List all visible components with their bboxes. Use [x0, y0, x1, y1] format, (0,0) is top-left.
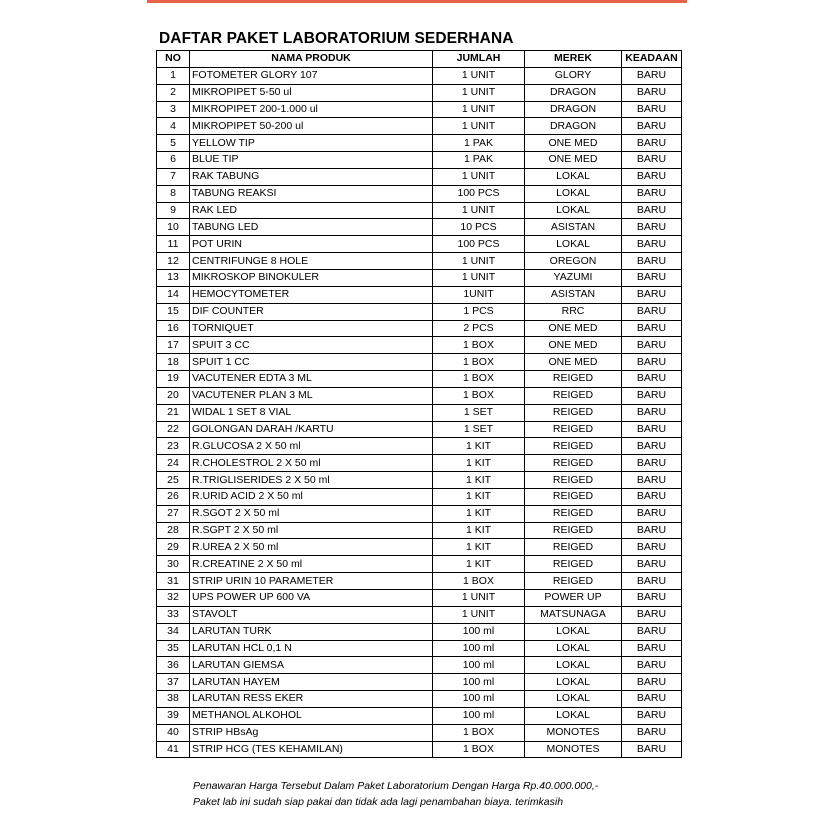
header-condition: KEADAAN: [622, 51, 682, 68]
cell-quantity: 1 SET: [433, 404, 525, 421]
cell-quantity: 1 UNIT: [433, 67, 525, 84]
cell-condition: BARU: [622, 337, 682, 354]
cell-product-name: R.TRIGLISERIDES 2 X 50 ml: [190, 472, 433, 489]
cell-quantity: 1 BOX: [433, 371, 525, 388]
cell-condition: BARU: [622, 219, 682, 236]
table-row: [157, 303, 682, 320]
cell-condition: BARU: [622, 505, 682, 522]
cell-brand: MONOTES: [525, 724, 622, 741]
cell-product-name: R.CREATINE 2 X 50 ml: [190, 556, 433, 573]
cell-quantity: 1 BOX: [433, 387, 525, 404]
cell-no: 21: [157, 404, 190, 421]
cell-brand: REIGED: [525, 455, 622, 472]
cell-brand: GLORY: [525, 67, 622, 84]
closing-note: Paket lab ini sudah siap pakai dan tidak ada lagi penambahan biaya. terimkasih: [193, 796, 564, 808]
cell-quantity: 100 ml: [433, 674, 525, 691]
table-row: [157, 101, 682, 118]
cell-product-name: R.UREA 2 X 50 ml: [190, 539, 433, 556]
cell-product-name: STRIP HCG (TES KEHAMILAN): [190, 741, 433, 758]
cell-quantity: 100 ml: [433, 640, 525, 657]
table-row: [157, 724, 682, 741]
cell-condition: BARU: [622, 320, 682, 337]
cell-brand: RRC: [525, 303, 622, 320]
cell-brand: LOKAL: [525, 168, 622, 185]
cell-quantity: 2 PCS: [433, 320, 525, 337]
cell-brand: LOKAL: [525, 674, 622, 691]
cell-brand: ONE MED: [525, 354, 622, 371]
cell-product-name: CENTRIFUNGE 8 HOLE: [190, 253, 433, 270]
cell-condition: BARU: [622, 286, 682, 303]
cell-brand: ONE MED: [525, 337, 622, 354]
cell-brand: ASISTAN: [525, 286, 622, 303]
cell-quantity: 1 KIT: [433, 522, 525, 539]
price-note: Penawaran Harga Tersebut Dalam Paket Laboratorium Dengan Harga Rp.40.000.000,-: [193, 780, 599, 792]
cell-brand: LOKAL: [525, 236, 622, 253]
cell-condition: BARU: [622, 488, 682, 505]
cell-quantity: 1 KIT: [433, 438, 525, 455]
cell-no: 18: [157, 354, 190, 371]
cell-condition: BARU: [622, 135, 682, 152]
cell-quantity: 1 UNIT: [433, 590, 525, 607]
table-row: [157, 421, 682, 438]
cell-brand: YAZUMI: [525, 269, 622, 286]
cell-product-name: YELLOW TIP: [190, 135, 433, 152]
cell-quantity: 1 KIT: [433, 455, 525, 472]
cell-condition: BARU: [622, 438, 682, 455]
cell-product-name: GOLONGAN DARAH /KARTU: [190, 421, 433, 438]
table-row: [157, 691, 682, 708]
cell-quantity: 1 KIT: [433, 539, 525, 556]
cell-condition: BARU: [622, 640, 682, 657]
cell-brand: LOKAL: [525, 202, 622, 219]
cell-condition: BARU: [622, 455, 682, 472]
cell-brand: MONOTES: [525, 741, 622, 758]
cell-product-name: VACUTENER EDTA 3 ML: [190, 371, 433, 388]
cell-product-name: UPS POWER UP 600 VA: [190, 590, 433, 607]
cell-condition: BARU: [622, 371, 682, 388]
cell-product-name: SPUIT 3 CC: [190, 337, 433, 354]
cell-brand: LOKAL: [525, 657, 622, 674]
cell-condition: BARU: [622, 623, 682, 640]
table-row: [157, 657, 682, 674]
table-header-row: [157, 51, 682, 68]
cell-no: 19: [157, 371, 190, 388]
table-row: [157, 387, 682, 404]
cell-brand: DRAGON: [525, 101, 622, 118]
cell-no: 15: [157, 303, 190, 320]
cell-condition: BARU: [622, 185, 682, 202]
cell-no: 28: [157, 522, 190, 539]
cell-quantity: 100 PCS: [433, 185, 525, 202]
table-row: [157, 640, 682, 657]
cell-brand: POWER UP: [525, 590, 622, 607]
cell-quantity: 1 KIT: [433, 488, 525, 505]
cell-product-name: TABUNG LED: [190, 219, 433, 236]
cell-no: 40: [157, 724, 190, 741]
table-row: [157, 539, 682, 556]
cell-condition: BARU: [622, 606, 682, 623]
table-row: [157, 152, 682, 169]
cell-no: 26: [157, 488, 190, 505]
cell-product-name: R.CHOLESTROL 2 X 50 ml: [190, 455, 433, 472]
document-title: DAFTAR PAKET LABORATORIUM SEDERHANA: [159, 30, 514, 47]
cell-quantity: 100 ml: [433, 707, 525, 724]
cell-brand: ASISTAN: [525, 219, 622, 236]
cell-no: 10: [157, 219, 190, 236]
cell-condition: BARU: [622, 539, 682, 556]
cell-product-name: LARUTAN RESS EKER: [190, 691, 433, 708]
cell-condition: BARU: [622, 84, 682, 101]
cell-condition: BARU: [622, 522, 682, 539]
cell-condition: BARU: [622, 590, 682, 607]
cell-quantity: 100 ml: [433, 623, 525, 640]
cell-condition: BARU: [622, 674, 682, 691]
cell-no: 20: [157, 387, 190, 404]
cell-brand: REIGED: [525, 522, 622, 539]
cell-no: 41: [157, 741, 190, 758]
cell-product-name: R.SGPT 2 X 50 ml: [190, 522, 433, 539]
cell-no: 7: [157, 168, 190, 185]
cell-product-name: HEMOCYTOMETER: [190, 286, 433, 303]
cell-condition: BARU: [622, 573, 682, 590]
table-row: [157, 135, 682, 152]
cell-quantity: 1 BOX: [433, 741, 525, 758]
cell-no: 32: [157, 590, 190, 607]
cell-no: 23: [157, 438, 190, 455]
cell-no: 1: [157, 67, 190, 84]
cell-product-name: METHANOL ALKOHOL: [190, 707, 433, 724]
cell-quantity: 100 PCS: [433, 236, 525, 253]
cell-no: 39: [157, 707, 190, 724]
table-row: [157, 573, 682, 590]
cell-no: 27: [157, 505, 190, 522]
cell-quantity: 1 KIT: [433, 556, 525, 573]
cell-product-name: R.SGOT 2 X 50 ml: [190, 505, 433, 522]
cell-quantity: 10 PCS: [433, 219, 525, 236]
cell-condition: BARU: [622, 472, 682, 489]
cell-condition: BARU: [622, 421, 682, 438]
cell-product-name: R.GLUCOSA 2 X 50 ml: [190, 438, 433, 455]
table-row: [157, 168, 682, 185]
cell-brand: ONE MED: [525, 152, 622, 169]
cell-no: 31: [157, 573, 190, 590]
header-no: NO: [157, 51, 190, 68]
cell-condition: BARU: [622, 253, 682, 270]
cell-product-name: TORNIQUET: [190, 320, 433, 337]
cell-brand: MATSUNAGA: [525, 606, 622, 623]
table-row: [157, 472, 682, 489]
table-row: [157, 185, 682, 202]
cell-quantity: 1 SET: [433, 421, 525, 438]
table-row: [157, 371, 682, 388]
cell-no: 2: [157, 84, 190, 101]
cell-no: 16: [157, 320, 190, 337]
cell-quantity: 1UNIT: [433, 286, 525, 303]
cell-no: 3: [157, 101, 190, 118]
cell-no: 33: [157, 606, 190, 623]
cell-condition: BARU: [622, 741, 682, 758]
cell-product-name: TABUNG REAKSI: [190, 185, 433, 202]
header-quantity: JUMLAH: [433, 51, 525, 68]
table-row: [157, 590, 682, 607]
table-row: [157, 707, 682, 724]
cell-brand: REIGED: [525, 421, 622, 438]
cell-quantity: 1 BOX: [433, 354, 525, 371]
cell-product-name: MIKROSKOP BINOKULER: [190, 269, 433, 286]
cell-brand: REIGED: [525, 387, 622, 404]
table-row: [157, 522, 682, 539]
cell-product-name: STRIP URIN 10 PARAMETER: [190, 573, 433, 590]
cell-product-name: LARUTAN GIEMSA: [190, 657, 433, 674]
cell-condition: BARU: [622, 556, 682, 573]
cell-brand: DRAGON: [525, 118, 622, 135]
cell-product-name: WIDAL 1 SET 8 VIAL: [190, 404, 433, 421]
cell-condition: BARU: [622, 354, 682, 371]
table-row: [157, 674, 682, 691]
cell-quantity: 1 UNIT: [433, 84, 525, 101]
cell-product-name: FOTOMETER GLORY 107: [190, 67, 433, 84]
cell-product-name: STRIP HBsAg: [190, 724, 433, 741]
cell-no: 29: [157, 539, 190, 556]
cell-condition: BARU: [622, 657, 682, 674]
cell-no: 22: [157, 421, 190, 438]
cell-no: 24: [157, 455, 190, 472]
cell-no: 14: [157, 286, 190, 303]
cell-no: 34: [157, 623, 190, 640]
table-row: [157, 253, 682, 270]
cell-condition: BARU: [622, 236, 682, 253]
cell-condition: BARU: [622, 691, 682, 708]
top-accent-bar: [147, 0, 687, 3]
cell-condition: BARU: [622, 387, 682, 404]
cell-product-name: SPUIT 1 CC: [190, 354, 433, 371]
table-row: [157, 455, 682, 472]
cell-brand: REIGED: [525, 404, 622, 421]
cell-product-name: DIF COUNTER: [190, 303, 433, 320]
cell-brand: REIGED: [525, 488, 622, 505]
cell-quantity: 1 PCS: [433, 303, 525, 320]
table-row: [157, 286, 682, 303]
cell-product-name: STAVOLT: [190, 606, 433, 623]
cell-product-name: MIKROPIPET 200-1.000 ul: [190, 101, 433, 118]
cell-condition: BARU: [622, 707, 682, 724]
cell-brand: DRAGON: [525, 84, 622, 101]
table-row: [157, 337, 682, 354]
cell-no: 37: [157, 674, 190, 691]
cell-brand: REIGED: [525, 472, 622, 489]
cell-brand: LOKAL: [525, 640, 622, 657]
cell-brand: REIGED: [525, 371, 622, 388]
cell-product-name: LARUTAN TURK: [190, 623, 433, 640]
cell-quantity: 1 UNIT: [433, 118, 525, 135]
table-row: [157, 606, 682, 623]
cell-condition: BARU: [622, 67, 682, 84]
cell-no: 4: [157, 118, 190, 135]
table-row: [157, 741, 682, 758]
cell-brand: REIGED: [525, 505, 622, 522]
cell-condition: BARU: [622, 269, 682, 286]
cell-no: 36: [157, 657, 190, 674]
table-body: [157, 67, 682, 758]
cell-product-name: LARUTAN HCL 0,1 N: [190, 640, 433, 657]
cell-brand: REIGED: [525, 556, 622, 573]
cell-quantity: 1 BOX: [433, 337, 525, 354]
cell-product-name: VACUTENER PLAN 3 ML: [190, 387, 433, 404]
table-row: [157, 320, 682, 337]
table-row: [157, 118, 682, 135]
cell-quantity: 1 UNIT: [433, 168, 525, 185]
cell-no: 11: [157, 236, 190, 253]
cell-condition: BARU: [622, 202, 682, 219]
cell-condition: BARU: [622, 152, 682, 169]
cell-no: 9: [157, 202, 190, 219]
table-row: [157, 438, 682, 455]
table-row: [157, 67, 682, 84]
table-row: [157, 354, 682, 371]
cell-quantity: 1 UNIT: [433, 253, 525, 270]
table-row: [157, 236, 682, 253]
cell-brand: LOKAL: [525, 691, 622, 708]
cell-no: 13: [157, 269, 190, 286]
cell-quantity: 1 KIT: [433, 505, 525, 522]
cell-brand: OREGON: [525, 253, 622, 270]
cell-quantity: 1 PAK: [433, 135, 525, 152]
cell-product-name: RAK TABUNG: [190, 168, 433, 185]
cell-brand: ONE MED: [525, 320, 622, 337]
cell-product-name: RAK LED: [190, 202, 433, 219]
cell-no: 30: [157, 556, 190, 573]
cell-brand: ONE MED: [525, 135, 622, 152]
header-brand: MEREK: [525, 51, 622, 68]
cell-brand: REIGED: [525, 573, 622, 590]
cell-brand: LOKAL: [525, 185, 622, 202]
table-row: [157, 269, 682, 286]
table-row: [157, 488, 682, 505]
cell-product-name: BLUE TIP: [190, 152, 433, 169]
cell-quantity: 1 PAK: [433, 152, 525, 169]
cell-condition: BARU: [622, 118, 682, 135]
cell-quantity: 1 KIT: [433, 472, 525, 489]
cell-quantity: 1 UNIT: [433, 606, 525, 623]
cell-no: 6: [157, 152, 190, 169]
cell-product-name: MIKROPIPET 5-50 ul: [190, 84, 433, 101]
cell-no: 17: [157, 337, 190, 354]
product-table: [156, 50, 682, 758]
cell-brand: REIGED: [525, 539, 622, 556]
table-row: [157, 84, 682, 101]
cell-condition: BARU: [622, 404, 682, 421]
cell-quantity: 100 ml: [433, 657, 525, 674]
table-row: [157, 404, 682, 421]
cell-brand: LOKAL: [525, 623, 622, 640]
cell-no: 38: [157, 691, 190, 708]
cell-condition: BARU: [622, 101, 682, 118]
table-row: [157, 623, 682, 640]
table-row: [157, 505, 682, 522]
cell-no: 25: [157, 472, 190, 489]
cell-product-name: R.URID ACID 2 X 50 ml: [190, 488, 433, 505]
table-row: [157, 556, 682, 573]
table-row: [157, 219, 682, 236]
cell-product-name: MIKROPIPET 50-200 ul: [190, 118, 433, 135]
cell-condition: BARU: [622, 303, 682, 320]
cell-no: 8: [157, 185, 190, 202]
cell-quantity: 100 ml: [433, 691, 525, 708]
cell-condition: BARU: [622, 168, 682, 185]
cell-no: 35: [157, 640, 190, 657]
cell-quantity: 1 BOX: [433, 573, 525, 590]
cell-brand: LOKAL: [525, 707, 622, 724]
cell-no: 12: [157, 253, 190, 270]
cell-product-name: LARUTAN HAYEM: [190, 674, 433, 691]
cell-no: 5: [157, 135, 190, 152]
cell-quantity: 1 UNIT: [433, 101, 525, 118]
cell-brand: REIGED: [525, 438, 622, 455]
cell-product-name: POT URIN: [190, 236, 433, 253]
header-product-name: NAMA PRODUK: [190, 51, 433, 68]
table-row: [157, 202, 682, 219]
cell-quantity: 1 BOX: [433, 724, 525, 741]
cell-quantity: 1 UNIT: [433, 269, 525, 286]
cell-quantity: 1 UNIT: [433, 202, 525, 219]
cell-condition: BARU: [622, 724, 682, 741]
